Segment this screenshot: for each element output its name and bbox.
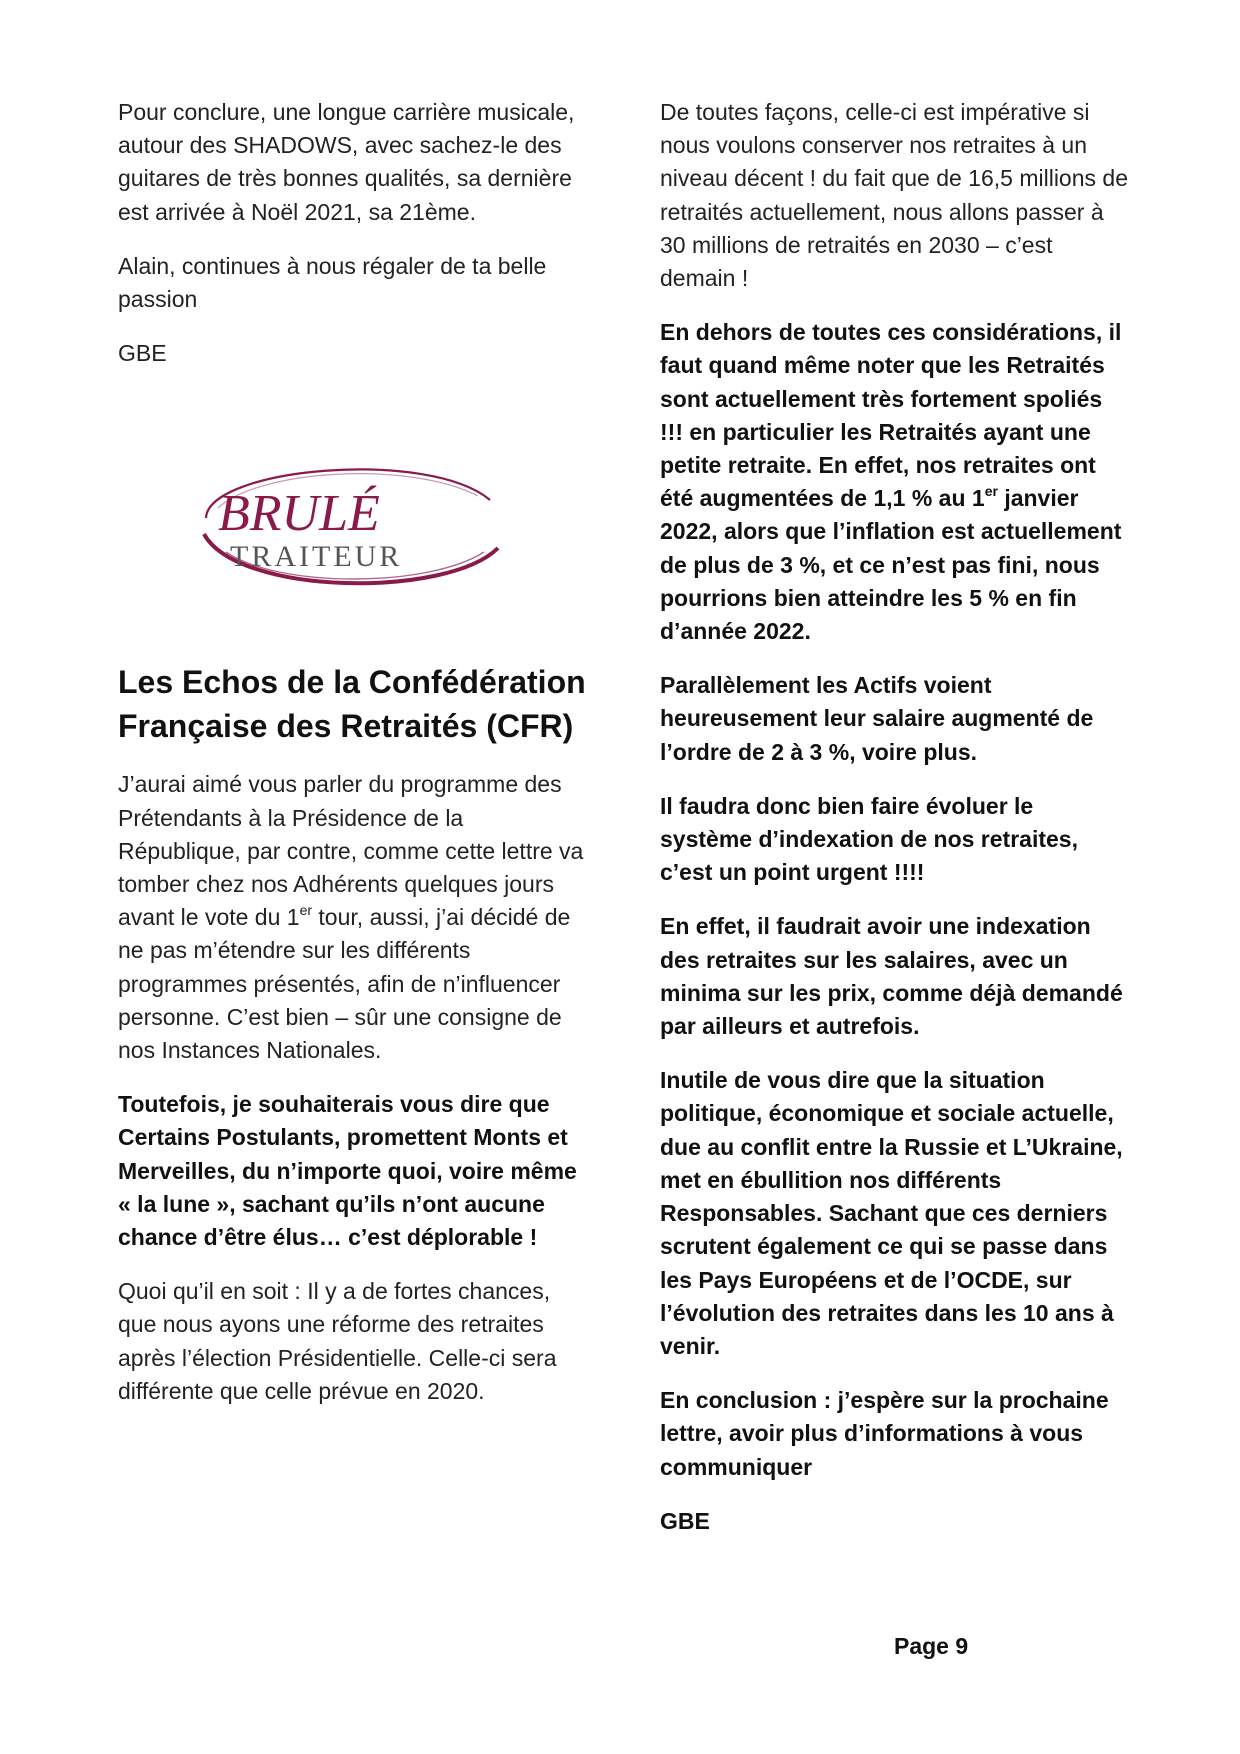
right-paragraph-3: Parallèlement les Actifs voient heureusement leur salaire augmenté de l’ordre de 2 à 3 %, voire plus. (660, 672, 1094, 765)
logo-brand-line-2: TRAITEUR (230, 540, 403, 574)
page-number: Page 9 (894, 1633, 969, 1659)
cfr-paragraph-2-bold: Toutefois, je souhaiterais vous dire que Certains Postulants, promettent Monts et Merveilles, du n’importe quoi, voire même « la lune », sachant qu’ils n’ont aucune chance d’être élus… c’est déplorable ! (118, 1091, 577, 1251)
right-paragraph-2-superscript: er (984, 482, 998, 499)
left-column (118, 96, 588, 1429)
right-paragraph-2-part-b: janvier 2022, alors que l’inflation est actuellement de plus de 3 %, et ce n’est pas fini, nous pourrions bien atteindre les 5 % en fin d’année 2022. (660, 485, 1122, 645)
cfr-paragraph-1-part-b: tour, aussi, j’ai décidé de ne pas m’étendre sur les différents programmes présentés, afin de n’influencer personne. C’est bien – sûr une consigne de nos Instances Nationales. (118, 904, 571, 1064)
right-column (660, 96, 1130, 1559)
right-signature: GBE (660, 1507, 710, 1534)
right-paragraph-7: En conclusion : j’espère sur la prochaine lettre, avoir plus d’informations à vous communiquer (660, 1387, 1109, 1480)
cfr-paragraph-1-part-a: J’aurai aimé vous parler du programme des Prétendants à la Présidence de la République, par contre, comme cette lettre va tomber chez nos Adhérents quelques jours avant le vote du 1 (118, 771, 584, 931)
right-paragraph-5: En effet, il faudrait avoir une indexation des retraites sur les salaires, avec un minima sur les prix, comme déjà demandé par ailleurs et autrefois. (660, 913, 1123, 1040)
logo-brand-line-1: BRULÉ (218, 485, 380, 543)
intro-paragraph-2: Alain, continues à nous régaler de ta belle passion (118, 252, 547, 313)
cfr-paragraph-1 (118, 768, 588, 1067)
section-heading: Les Echos de la Confédération Française des Retraités (CFR) (118, 664, 586, 745)
brule-traiteur-logo (118, 448, 588, 598)
right-paragraph-1: De toutes façons, celle-ci est impérative si nous voulons conserver nos retraites à un niveau décent ! du fait que de 16,5 millions de retraités actuellement, nous allons passer à 30 millions de retraités en 2030 – c’est demain ! (660, 99, 1128, 292)
intro-signature: GBE (118, 340, 167, 367)
cfr-paragraph-3: Quoi qu’il en soit : Il y a de fortes chances, que nous ayons une réforme des retraites après l’élection Présidentielle. Celle-ci sera différente que celle prévue en 2020. (118, 1278, 557, 1404)
right-paragraph-2-part-a: En dehors de toutes ces considérations, il faut quand même noter que les Retraités sont actuellement très fortement spoliés !!! en particulier les Retraités ayant une petite retraite. En effet, nos retraites ont été augmentées de 1,1 % au 1 (660, 319, 1122, 512)
right-paragraph-4: Il faudra donc bien faire évoluer le système d’indexation de nos retraites, c’est un point urgent !!!! (660, 792, 1078, 886)
right-paragraph-2 (660, 316, 1130, 648)
intro-paragraph-1: Pour conclure, une longue carrière musicale, autour des SHADOWS, avec sachez-le des guitares de très bonnes qualités, sa dernière est arrivée à Noël 2021, sa 21ème. (118, 99, 575, 225)
cfr-paragraph-1-superscript: er (299, 901, 313, 918)
brule-traiteur-logo-graphic (178, 448, 508, 598)
right-paragraph-6: Inutile de vous dire que la situation politique, économique et sociale actuelle, due au conflit entre la Russie et L’Ukraine, met en ébullition nos différents Responsables. Sachant que ces derniers scrutent également ce qui se passe dans les Pays Européens et de l’OCDE, sur l’évolution des retraites dans les 10 ans à venir. (660, 1067, 1123, 1359)
